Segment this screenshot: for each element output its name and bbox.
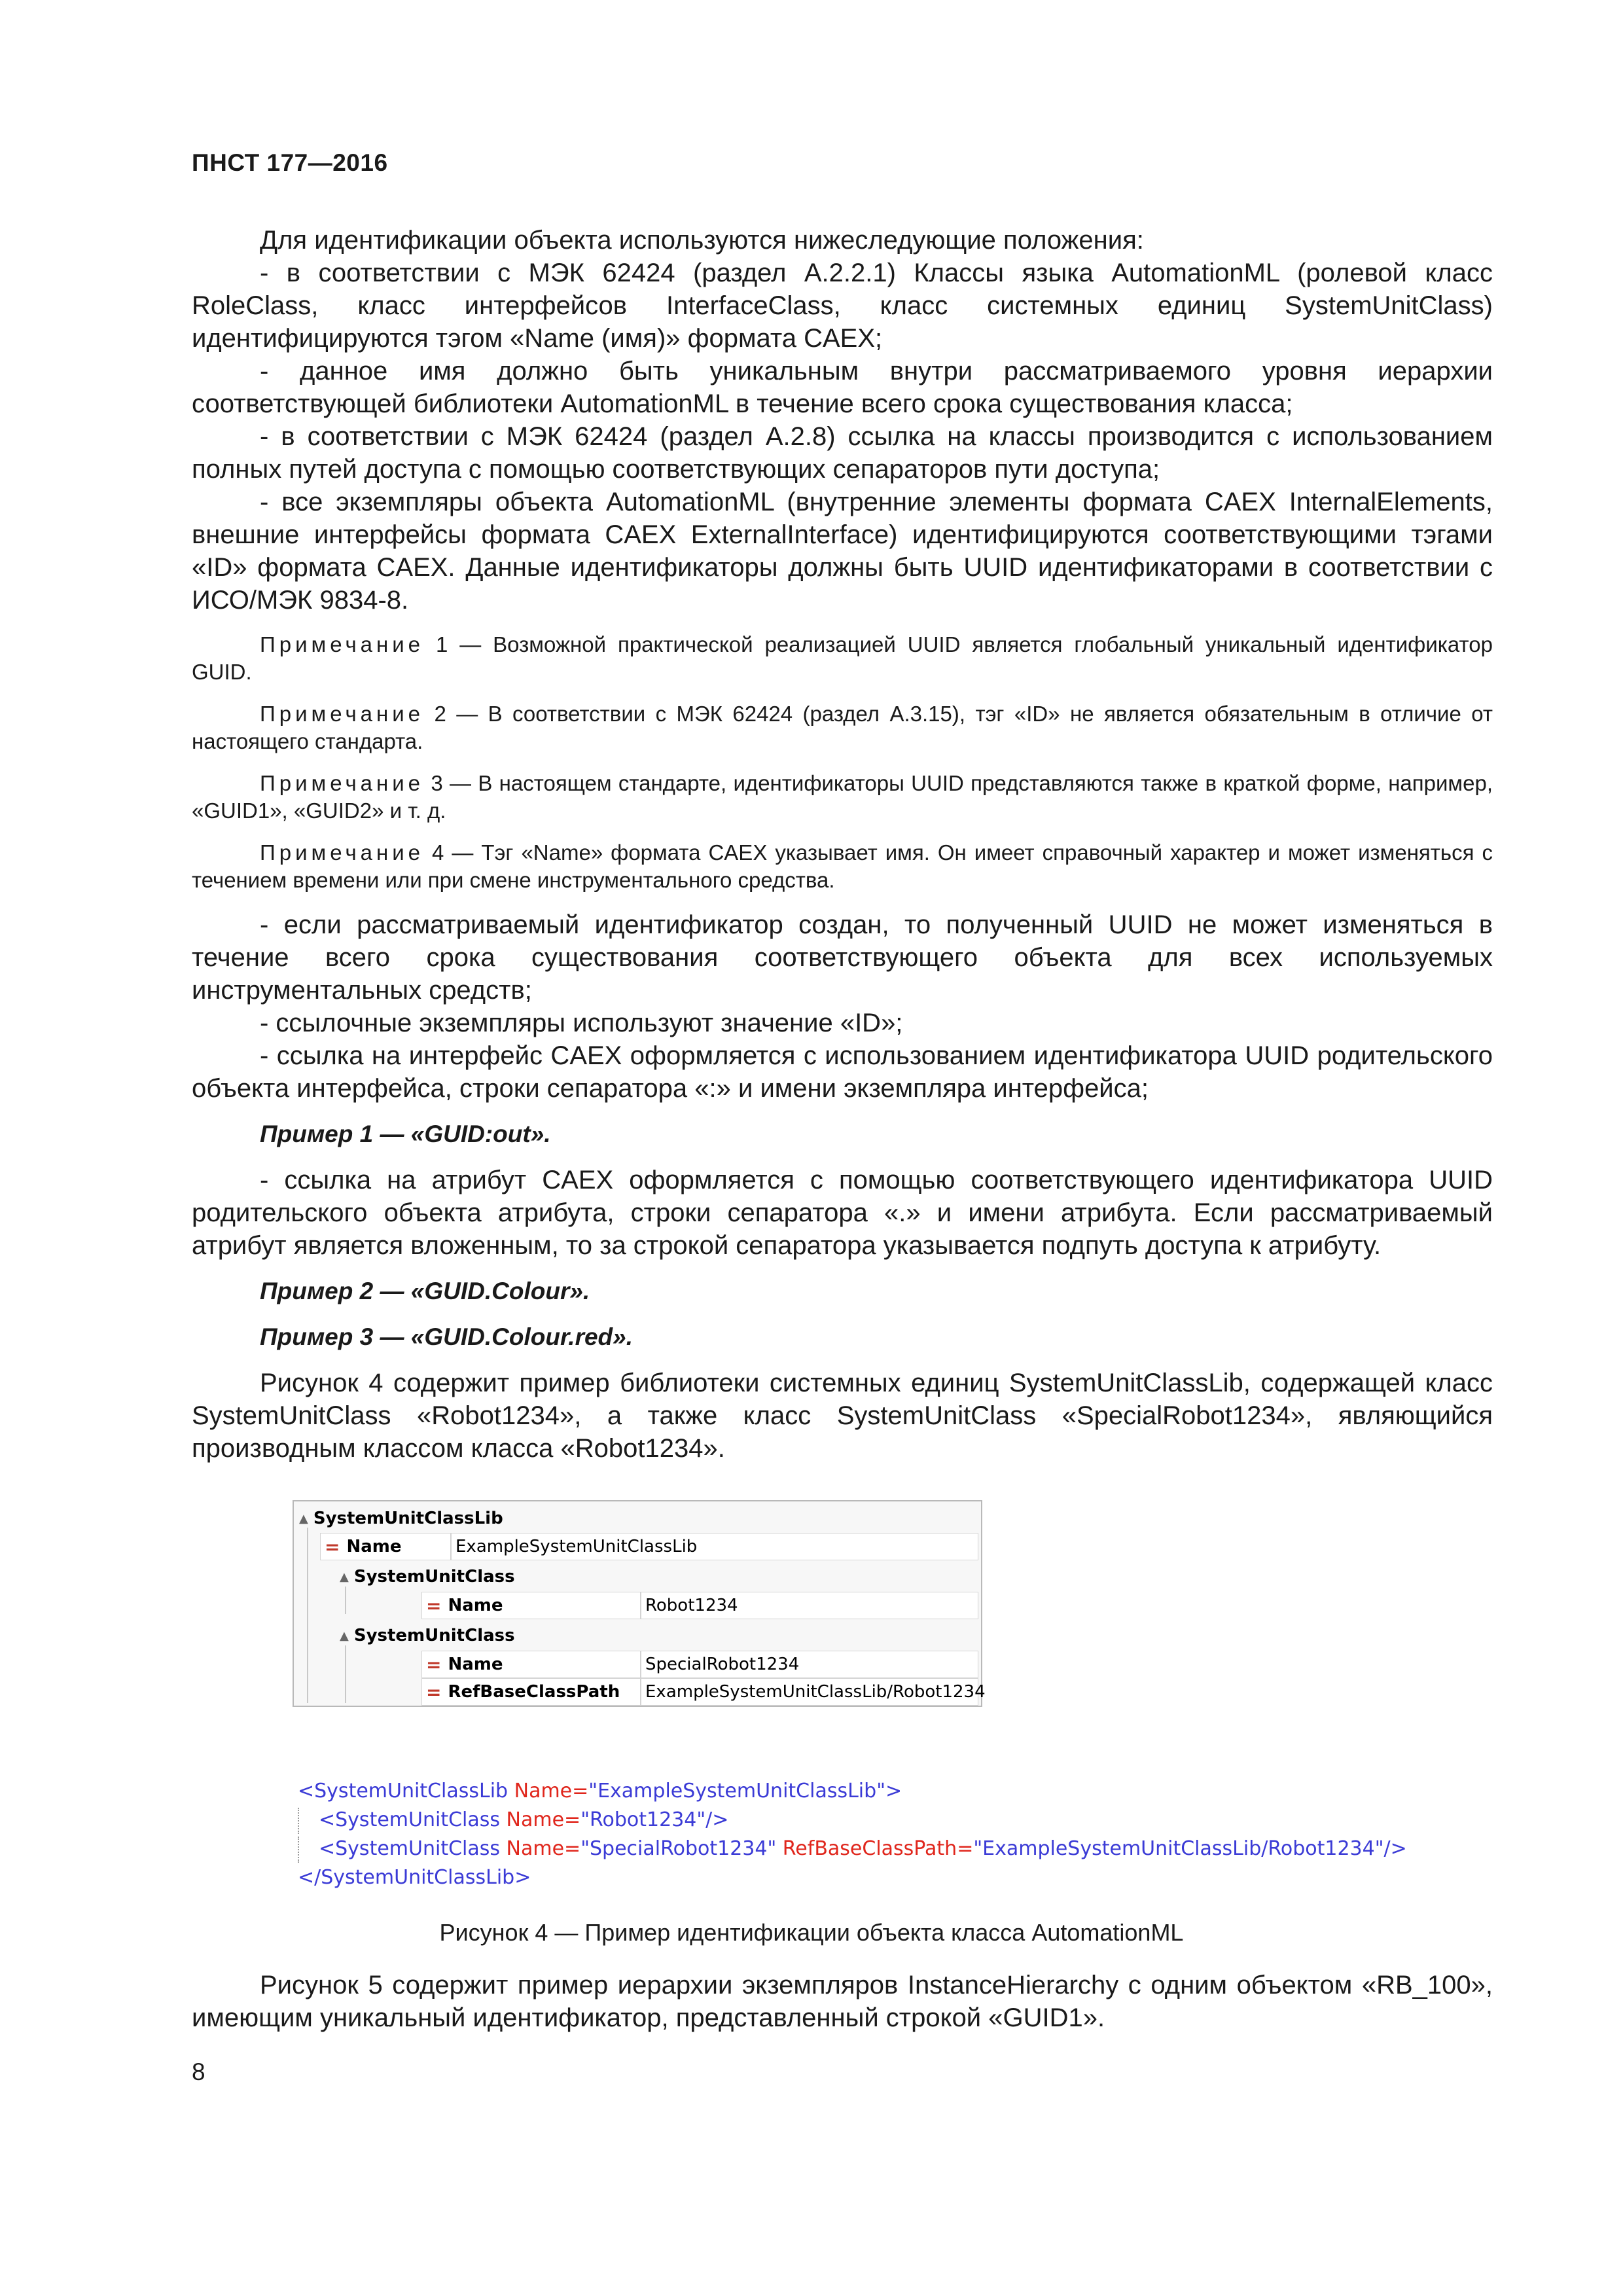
tree-node-label: SystemUnitClassLib [313, 1509, 503, 1528]
collapse-triangle-icon[interactable]: ▲ [340, 1570, 349, 1584]
attr-name-cell[interactable]: = Name [421, 1592, 641, 1619]
attr-name-cell[interactable]: = RefBaseClassPath [421, 1678, 641, 1706]
paragraph: - ссылка на интерфейс CAEX оформляется с использованием идентификатора UUID родительского объекта интерфейса, строки сепаратора «:» и имени экземпляра интерфейса; [192, 1041, 1493, 1103]
paragraph: - ссылка на атрибут CAEX оформляется с помощью соответствующего идентификатора UUID родительского объекта атрибута, строки сепаратора «.» и имени атрибута. Если рассматриваемый атрибут является вложенным, то за строкой сепаратора указывается подпуть доступа к атрибуту. [192, 1166, 1493, 1260]
note-label: Примечание [260, 632, 425, 656]
note-text: 1 — Возможной практической реализацией UUID является глобальный уникальный идентификатор GUID. [192, 632, 1493, 684]
attr-value-cell[interactable]: ExampleSystemUnitClassLib [451, 1533, 978, 1560]
paragraph: Рисунок 4 содержит пример библиотеки системных единиц SystemUnitClassLib, содержащей класс SystemUnitClass «Robot1234», а также класс SystemUnitClass «SpecialRobot1234», являющийся производным классом класса «Robot1234». [192, 1369, 1493, 1463]
xml-line: <SystemUnitClassLib Name="ExampleSystemUnitClassLib"> [298, 1780, 902, 1803]
paragraph: - данное имя должно быть уникальным внутри рассматриваемого уровня иерархии соответствующей библиотеки AutomationML в течение всего срока существования класса; [192, 357, 1493, 418]
paragraph: - ссылочные экземпляры используют значение «ID»; [260, 1009, 903, 1037]
note-label: Примечание [260, 840, 425, 865]
note-label: Примечание [260, 702, 425, 726]
note-1 [192, 631, 1493, 686]
note-3 [192, 770, 1493, 825]
note-label: Примечание [260, 771, 425, 795]
body-text-continued [192, 1969, 1493, 2034]
standard-header: ПНСТ 177—2016 [192, 149, 388, 176]
example-3: Пример 3 — «GUID.Colour.red». [260, 1323, 633, 1350]
equals-icon: = [426, 1653, 442, 1676]
example-1: Пример 1 — «GUID:out». [260, 1121, 551, 1147]
equals-icon: = [426, 1594, 442, 1617]
xml-line: <SystemUnitClass Name="SpecialRobot1234" RefBaseClassPath="ExampleSystemUnitClassLib/Robot1234"/> [298, 1835, 1476, 1863]
paragraph: - в соответствии с МЭК 62424 (раздел А.2.8) ссылка на классы производится с использованием полных путей доступа с помощью соответствующих сепараторов пути доступа; [192, 422, 1493, 484]
equals-icon: = [426, 1681, 442, 1703]
attr-name-cell[interactable]: = Name [421, 1651, 641, 1678]
attr-value-cell[interactable]: ExampleSystemUnitClassLib/Robot1234 [641, 1678, 978, 1706]
body-text [192, 224, 1493, 1465]
paragraph: Для идентификации объекта используются нижеследующие положения: [260, 226, 1144, 255]
tree-root-row[interactable] [299, 1504, 503, 1533]
collapse-triangle-icon[interactable]: ▲ [340, 1628, 349, 1643]
tree-node-label: SystemUnitClass [353, 1626, 515, 1645]
paragraph: Рисунок 5 содержит пример иерархии экземпляров InstanceHierarchy с одним объектом «RB_100», имеющим уникальный идентификатор, представленный строкой «GUID1». [192, 1971, 1493, 2032]
attr-value-cell[interactable]: Robot1234 [641, 1592, 978, 1619]
figure-tree-view [293, 1500, 986, 1707]
attr-name-cell[interactable]: = Name [320, 1533, 451, 1560]
tree-class-row[interactable] [340, 1562, 515, 1591]
paragraph: - в соответствии с МЭК 62424 (раздел А.2.2.1) Классы языка AutomationML (ролевой класс RoleClass, класс интерфейсов InterfaceClass, класс системных единиц SystemUnitClass) идентифицируются тэгом «Name (имя)» формата CAEX; [192, 259, 1493, 353]
xml-line: </SystemUnitClassLib> [298, 1866, 531, 1889]
paragraph: - все экземпляры объекта AutomationML (внутренние элементы формата CAEX InternalElements, внешние интерфейсы формата CAEX ExternalInterface) идентифицируются соответствующими тэгами «ID» формата CAEX. Данные идентификаторы должны быть UUID идентификаторами в соответствии с ИСО/МЭК 9834-8. [192, 488, 1493, 615]
tree-class-row[interactable] [340, 1621, 515, 1650]
note-2 [192, 700, 1493, 755]
tree-guide-line [345, 1645, 346, 1703]
paragraph: - если рассматриваемый идентификатор создан, то полученный UUID не может изменяться в течение всего срока существования соответствующего объекта для всех используемых инструментальных средств; [192, 910, 1493, 1005]
note-text: 4 — Тэг «Name» формата CAEX указывает имя. Он имеет справочный характер и может изменяться с течением времени или при смене инструментального средства. [192, 840, 1493, 892]
tree-guide-line [307, 1528, 308, 1703]
page-number: 8 [192, 2058, 205, 2085]
note-text: 3 — В настоящем стандарте, идентификаторы UUID представляются также в краткой форме, например, «GUID1», «GUID2» и т. д. [192, 771, 1493, 823]
note-text: 2 — В соответствии с МЭК 62424 (раздел А.3.15), тэг «ID» не является обязательным в отличие от настоящего стандарта. [192, 702, 1493, 753]
example-2: Пример 2 — «GUID.Colour». [260, 1278, 590, 1304]
tree-node-label: SystemUnitClass [353, 1567, 515, 1587]
figure-xml-listing [298, 1777, 1476, 1892]
figure-caption: Рисунок 4 — Пример идентификации объекта класса AutomationML [439, 1919, 1184, 1946]
note-4 [192, 839, 1493, 894]
xml-line: <SystemUnitClass Name="Robot1234"/> [298, 1806, 1476, 1835]
attr-value-cell[interactable]: SpecialRobot1234 [641, 1651, 978, 1678]
collapse-triangle-icon[interactable]: ▲ [299, 1511, 308, 1526]
equals-icon: = [325, 1535, 340, 1558]
